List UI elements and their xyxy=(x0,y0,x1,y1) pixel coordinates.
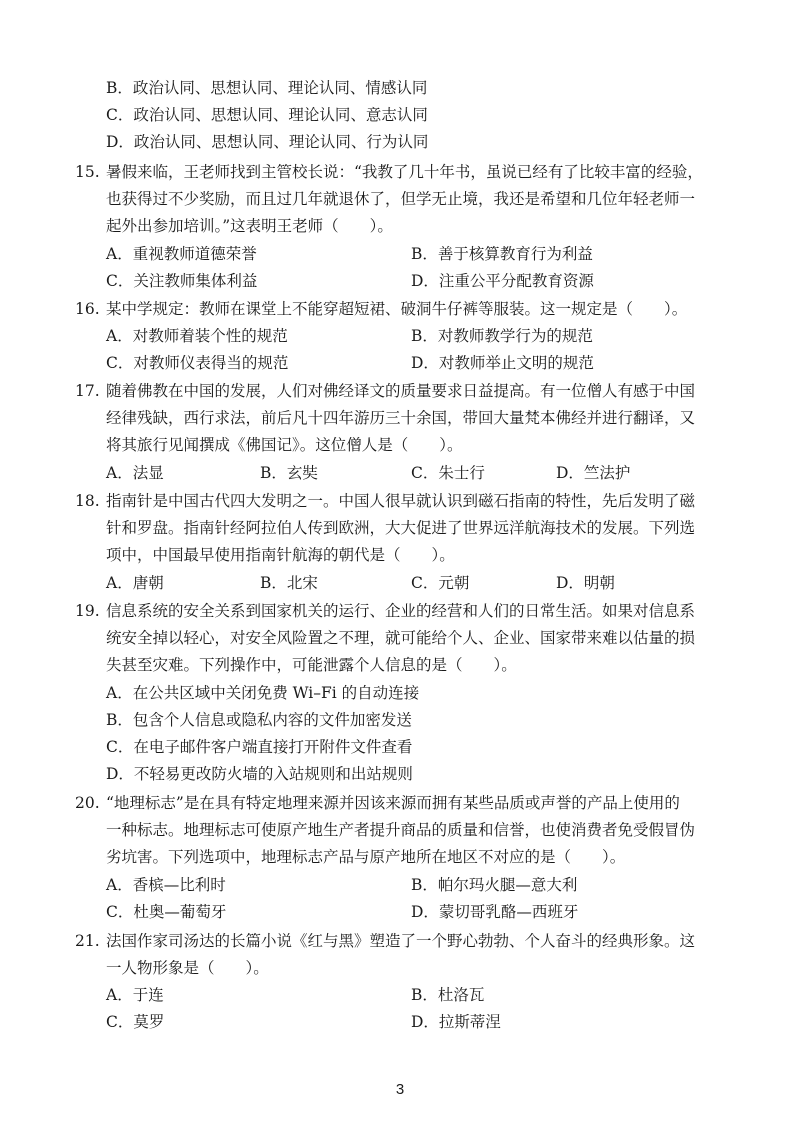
option-a: A．香槟—比利时 xyxy=(106,876,226,894)
option-a: A．对教师着装个性的规范 xyxy=(106,327,288,345)
option-b: B．对教师教学行为的规范 xyxy=(411,327,593,345)
question-text-line: 指南针是中国古代四大发明之一。中国人很早就认识到磁石指南的特性，先后发明了磁 xyxy=(106,492,696,510)
question-text-line: 项中，中国最早使用指南针航海的朝代是（ ）。 xyxy=(106,546,455,564)
option-a: A．唐朝 xyxy=(106,574,164,592)
option-a: A．法显 xyxy=(106,464,164,482)
option-14-d: D．政治认同、思想认同、理论认同、行为认同 xyxy=(106,133,429,151)
option-c: C．在电子邮件客户端直接打开附件文件查看 xyxy=(106,738,413,756)
option-c: C．朱士行 xyxy=(411,464,485,482)
question-number: 17. xyxy=(75,382,100,400)
question-text-line: 一人物形象是（ ）。 xyxy=(106,959,269,977)
question-text-line: 一种标志。地理标志可使原产地生产者提升商品的质量和信誉，也使消费者免受假冒伪 xyxy=(106,821,696,839)
option-b: B．玄奘 xyxy=(260,464,318,482)
option-b: B．包含个人信息或隐私内容的文件加密发送 xyxy=(106,711,412,729)
question-text-line: 信息系统的安全关系到国家机关的运行、企业的经营和人们的日常生活。如果对信息系 xyxy=(106,602,696,620)
question-text-line: 将其旅行见闻撰成《佛国记》。这位僧人是（ ）。 xyxy=(106,436,463,454)
question-text-line: 经律残缺，西行求法，前后凡十四年游历三十余国，带回大量梵本佛经并进行翻译，又 xyxy=(106,409,696,427)
option-d: D．不轻易更改防火墙的入站规则和出站规则 xyxy=(106,765,413,783)
question-text-line: 暑假来临，王老师找到主管校长说：“我教了几十年书，虽说已经有了比较丰富的经验， xyxy=(106,163,703,181)
option-d: D．蒙切哥乳酪—西班牙 xyxy=(411,903,579,921)
question-text-line: 随着佛教在中国的发展，人们对佛经译文的质量要求日益提高。有一位僧人有感于中国 xyxy=(106,382,696,400)
question-number: 21. xyxy=(75,932,100,950)
option-b: B．帕尔玛火腿—意大利 xyxy=(411,876,578,894)
question-number: 16. xyxy=(75,300,100,318)
option-b: B．北宋 xyxy=(260,574,318,592)
page-number: 3 xyxy=(395,1081,405,1098)
option-d: D．竺法护 xyxy=(556,464,631,482)
question-number: 19. xyxy=(75,602,100,620)
option-14-c: C．政治认同、思想认同、理论认同、意志认同 xyxy=(106,106,428,124)
option-c: C．关注教师集体利益 xyxy=(106,272,258,290)
option-a: A．在公共区域中关闭免费 Wi–Fi 的自动连接 xyxy=(106,684,420,702)
option-c: C．莫罗 xyxy=(106,1013,165,1031)
option-d: D．注重公平分配教育资源 xyxy=(411,272,594,290)
option-a: A．重视教师道德荣誉 xyxy=(106,245,257,263)
option-b: B．杜洛瓦 xyxy=(411,986,485,1004)
option-c: C．元朝 xyxy=(411,574,470,592)
question-text-line: 劣坑害。下列选项中，地理标志产品与原产地所在地区不对应的是（ ）。 xyxy=(106,848,626,866)
question-text-line: 也获得过不少奖励，而且过几年就退休了，但学无止境，我还是希望和几位年轻老师一 xyxy=(106,190,696,208)
option-c: C．对教师仪表得当的规范 xyxy=(106,354,289,372)
question-number: 20. xyxy=(75,794,100,812)
option-d: D．对教师举止文明的规范 xyxy=(411,354,594,372)
option-b: B．善于核算教育行为利益 xyxy=(411,245,593,263)
option-c: C．杜奥—葡萄牙 xyxy=(106,903,227,921)
question-text-line: 针和罗盘。指南针经阿拉伯人传到欧洲，大大促进了世界远洋航海技术的发展。下列选 xyxy=(106,519,696,537)
question-text-line: 法国作家司汤达的长篇小说《红与黑》塑造了一个野心勃勃、个人奋斗的经典形象。这 xyxy=(106,932,696,950)
option-d: D．明朝 xyxy=(556,574,615,592)
question-text-line: 起外出参加培训。”这表明王老师（ ）。 xyxy=(106,217,393,235)
question-number: 15. xyxy=(75,163,100,181)
option-a: A．于连 xyxy=(106,986,164,1004)
option-d: D．拉斯蒂涅 xyxy=(411,1013,501,1031)
question-text-line: 失甚至灾难。下列操作中，可能泄露个人信息的是（ ）。 xyxy=(106,656,517,674)
question-text-line: “地理标志”是在具有特定地理来源并因该来源而拥有某些品质或声誉的产品上使用的 xyxy=(106,794,680,812)
question-text-line: 统安全掉以轻心，对安全风险置之不理，就可能给个人、企业、国家带来难以估量的损 xyxy=(106,629,696,647)
question-text-line: 某中学规定：教师在课堂上不能穿超短裙、破洞牛仔裤等服装。这一规定是（ ）。 xyxy=(106,300,688,318)
option-14-b: B．政治认同、思想认同、理论认同、情感认同 xyxy=(106,79,428,97)
question-number: 18. xyxy=(75,492,100,510)
